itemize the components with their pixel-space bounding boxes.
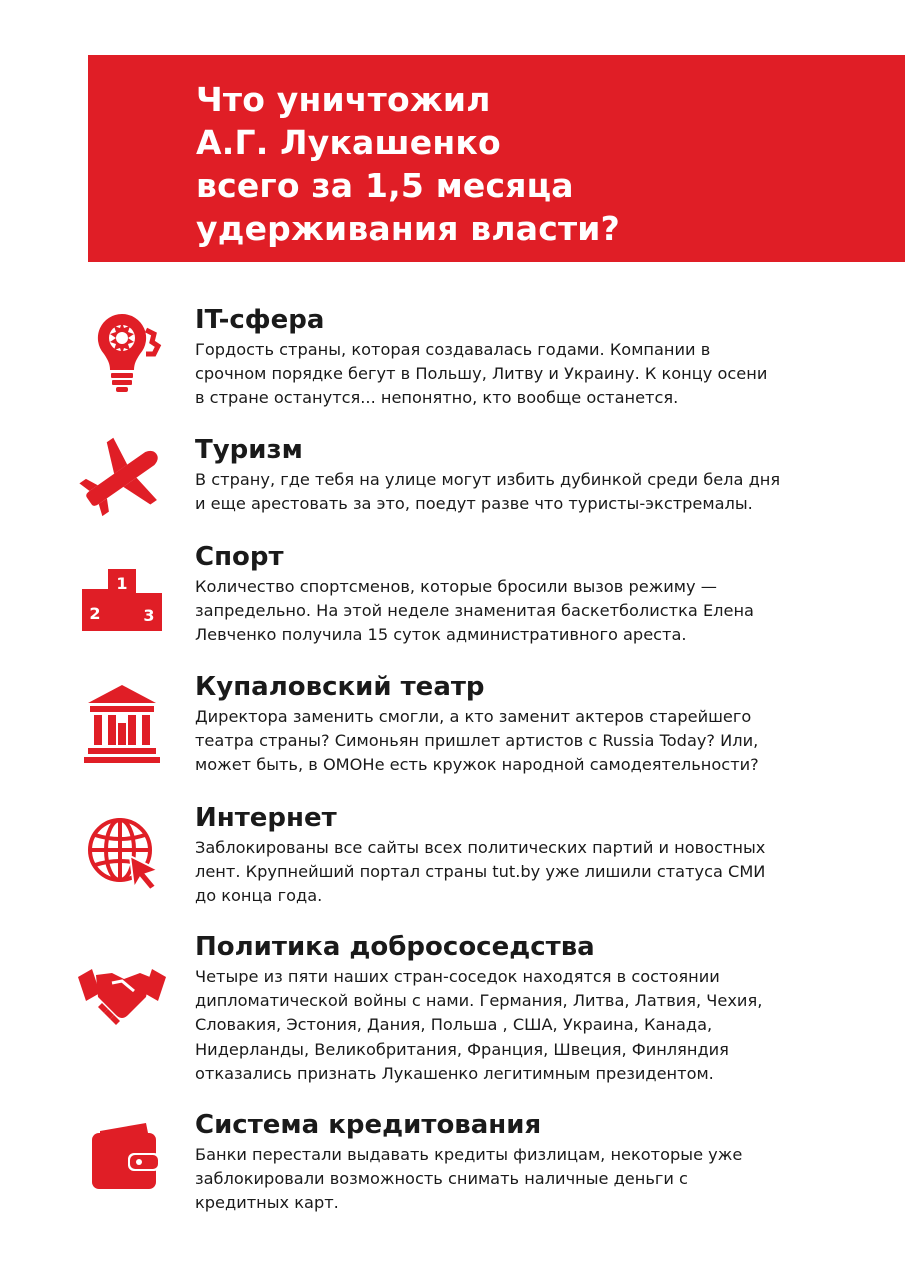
podium-label: 3 [143,606,155,625]
section-text [195,705,759,778]
header-banner [88,55,905,262]
text-line: лент. Крупнейший портал страны tut.by уже лишили статуса СМИ [195,862,766,882]
text-line: Банки перестали выдавать кредиты физлицам, некоторые уже [195,1145,743,1164]
text-line: Нидерланды, Великобритания, Франция, Швеция, Финляндия [195,1039,729,1059]
lightbulb-gear-icon [78,308,166,396]
text-line: заблокировали возможность снимать наличные деньги с [195,1169,688,1189]
page-title [196,78,620,250]
podium-icon [78,559,166,647]
text-line: и еще арестовать за это, поедут разве что туристы-экстремалы. [195,494,753,514]
text-line: запредельно. На этой неделе знаменитая баскетболистка Елена [195,601,754,621]
podium-label: 1 [116,574,128,593]
section-text [195,338,767,411]
section-text [195,965,762,1086]
title-line: А.Г. Лукашенко [196,123,501,162]
section-title: IT-сфера [195,305,325,335]
text-line: В страну, где тебя на улице могут избить дубинкой среди бела дня [195,470,781,489]
wallet-icon [78,1117,166,1205]
section-text [195,468,780,516]
globe-cursor-icon [78,810,166,898]
text-line: Заблокированы все сайты всех политических партий и новостных [195,838,766,857]
text-line: Количество спортсменов, которые бросили вызов режиму — [195,577,717,596]
section-title: Система кредитования [195,1110,542,1140]
section-title: Туризм [195,435,303,465]
text-line: в стране останутся... непонятно, кто вообще останется. [195,388,679,408]
podium-label: 2 [89,604,101,623]
text-line: кредитных карт. [195,1193,339,1213]
handshake-icon [78,953,166,1041]
section-text [195,575,754,648]
section-text [195,836,765,909]
section-title: Политика добрососедства [195,932,595,962]
text-line: Четыре из пяти наших стран-соседок находятся в состоянии [195,967,720,986]
text-line: Левченко получила 15 суток административного ареста. [195,625,687,645]
text-line: отказались признать Лукашенко легитимным президентом. [195,1063,714,1083]
text-line: Директора заменить смогли, а кто заменит актеров старейшего [195,707,752,726]
section-title: Купаловский театр [195,672,485,702]
text-line: Словакия, Эстония, Дания, Польша , США, Украина, Канада, [195,1015,713,1035]
title-line: Что уничтожил [196,80,491,119]
section-title: Интернет [195,803,337,833]
theater-building-icon [78,681,166,769]
airplane-icon [78,434,166,522]
text-line: дипломатической войны с нами. Германия, Литва, Латвия, Чехия, [195,991,763,1011]
text-line: может быть, в ОМОНе есть кружок народной самодеятельности? [195,755,759,775]
text-line: театра страны? Симоньян пришлет артистов с Russia Today? Или, [195,731,759,751]
section-title: Спорт [195,542,284,572]
text-line: срочном порядке бегут в Польшу, Литву и Украину. К концу осени [195,364,768,384]
text-line: до конца года. [195,886,323,906]
text-line: Гордость страны, которая создавалась годами. Компании в [195,340,711,359]
section-text [195,1143,742,1216]
title-line: удерживания власти? [196,209,620,248]
title-line: всего за 1,5 месяца [196,166,574,205]
